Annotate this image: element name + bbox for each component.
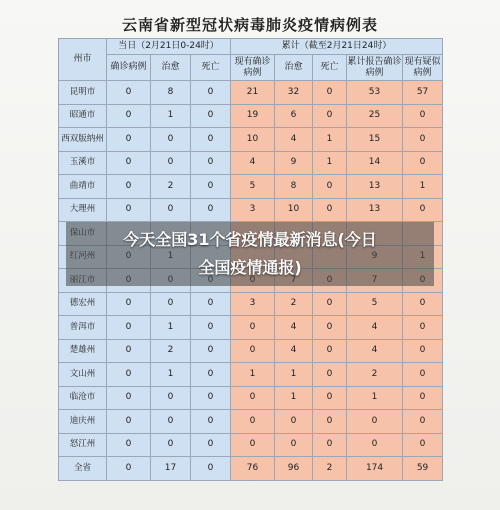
table-row	[59, 433, 443, 457]
row-cell: 0	[403, 363, 443, 387]
header-cum-suspected: 现有疑似病例	[403, 55, 443, 81]
row-cell: 96	[275, 457, 313, 481]
row-cell: 53	[347, 81, 403, 105]
table-row	[59, 128, 443, 152]
row-cell: 0	[313, 363, 347, 387]
row-cell: 0	[231, 386, 275, 410]
row-city: 昆明市	[59, 81, 107, 105]
row-cell: 0	[313, 410, 347, 434]
row-cell: 1	[313, 151, 347, 175]
row-cell: 21	[231, 81, 275, 105]
row-cell: 19	[231, 104, 275, 128]
row-cell: 0	[403, 292, 443, 316]
row-cell: 57	[403, 81, 443, 105]
row-cell: 0	[313, 339, 347, 363]
row-cell: 0	[313, 292, 347, 316]
row-cell: 0	[403, 198, 443, 222]
header-current-deaths: 死亡	[191, 55, 231, 81]
row-cell: 0	[151, 433, 191, 457]
header-cum-total: 累计报告确诊病例	[347, 55, 403, 81]
row-cell: 2	[347, 363, 403, 387]
row-cell: 0	[403, 128, 443, 152]
row-cell: 25	[347, 104, 403, 128]
row-city: 临沧市	[59, 386, 107, 410]
row-cell: 8	[275, 175, 313, 199]
row-cell: 0	[403, 339, 443, 363]
row-cell: 0	[107, 151, 151, 175]
row-cell: 4	[231, 151, 275, 175]
row-cell: 1	[403, 175, 443, 199]
row-city: 西双版纳州	[59, 128, 107, 152]
row-cell: 0	[191, 104, 231, 128]
row-cell: 0	[231, 433, 275, 457]
row-cell: 1	[275, 363, 313, 387]
row-cell: 5	[231, 175, 275, 199]
row-cell: 13	[347, 198, 403, 222]
row-cell: 0	[107, 457, 151, 481]
table-row	[59, 175, 443, 199]
row-cell: 0	[107, 339, 151, 363]
row-cell: 0	[151, 198, 191, 222]
row-city: 曲靖市	[59, 175, 107, 199]
row-cell: 17	[151, 457, 191, 481]
row-cell: 1	[231, 363, 275, 387]
table-row	[59, 151, 443, 175]
row-cell: 0	[191, 410, 231, 434]
row-cell: 0	[191, 151, 231, 175]
row-city: 玉溪市	[59, 151, 107, 175]
row-cell: 0	[191, 175, 231, 199]
row-cell: 32	[275, 81, 313, 105]
row-city: 德宏州	[59, 292, 107, 316]
row-cell: 0	[191, 433, 231, 457]
row-cell: 5	[347, 292, 403, 316]
row-cell: 0	[403, 433, 443, 457]
row-cell: 0	[313, 433, 347, 457]
row-cell: 6	[275, 104, 313, 128]
row-cell: 0	[191, 292, 231, 316]
table-row	[59, 81, 443, 105]
row-city: 昭通市	[59, 104, 107, 128]
row-cell: 0	[191, 316, 231, 340]
row-cell: 9	[275, 151, 313, 175]
table-row	[59, 386, 443, 410]
header-row-columns	[59, 55, 443, 81]
row-cell: 0	[403, 151, 443, 175]
row-cell: 0	[107, 198, 151, 222]
header-cum-existing: 现有确诊病例	[231, 55, 275, 81]
row-cell: 0	[313, 198, 347, 222]
news-banner-text	[66, 226, 434, 282]
row-cell: 1	[151, 363, 191, 387]
row-cell: 0	[191, 339, 231, 363]
row-cell: 13	[347, 175, 403, 199]
row-cell: 0	[191, 386, 231, 410]
row-cell: 4	[347, 339, 403, 363]
row-cell: 0	[347, 433, 403, 457]
table-row	[59, 339, 443, 363]
row-cell: 0	[231, 410, 275, 434]
row-city: 迪庆州	[59, 410, 107, 434]
header-current-cured: 治愈	[151, 55, 191, 81]
row-cell: 0	[403, 104, 443, 128]
row-city: 全省	[59, 457, 107, 481]
row-cell: 0	[107, 386, 151, 410]
row-cell: 0	[151, 410, 191, 434]
row-city: 普洱市	[59, 316, 107, 340]
row-cell: 10	[231, 128, 275, 152]
row-cell: 2	[313, 457, 347, 481]
row-cell: 1	[151, 104, 191, 128]
row-cell: 0	[403, 410, 443, 434]
row-city: 文山州	[59, 363, 107, 387]
row-cell: 0	[107, 128, 151, 152]
row-cell: 0	[191, 363, 231, 387]
header-current-confirmed: 确诊病例	[107, 55, 151, 81]
row-cell: 0	[403, 386, 443, 410]
header-cum-cured: 治愈	[275, 55, 313, 81]
row-cell: 1	[151, 316, 191, 340]
row-cell: 0	[191, 198, 231, 222]
row-cell: 0	[313, 81, 347, 105]
row-cell: 0	[313, 175, 347, 199]
table-row	[59, 316, 443, 340]
table-row	[59, 198, 443, 222]
row-cell: 0	[151, 151, 191, 175]
row-cell: 1	[347, 386, 403, 410]
row-cell: 14	[347, 151, 403, 175]
row-cell: 0	[151, 386, 191, 410]
row-cell: 3	[231, 198, 275, 222]
table-row	[59, 410, 443, 434]
row-cell: 0	[275, 433, 313, 457]
table-row	[59, 104, 443, 128]
row-cell: 0	[151, 128, 191, 152]
row-city: 怒江州	[59, 433, 107, 457]
row-cell: 2	[151, 175, 191, 199]
row-cell: 0	[151, 292, 191, 316]
row-cell: 0	[191, 128, 231, 152]
row-cell: 0	[231, 316, 275, 340]
row-cell: 4	[275, 316, 313, 340]
row-cell: 15	[347, 128, 403, 152]
header-city: 州市	[59, 39, 107, 81]
row-city: 大理州	[59, 198, 107, 222]
row-cell: 0	[313, 386, 347, 410]
row-cell: 0	[107, 104, 151, 128]
row-cell: 10	[275, 198, 313, 222]
row-cell: 8	[151, 81, 191, 105]
row-cell: 0	[231, 339, 275, 363]
row-cell: 3	[231, 292, 275, 316]
header-row-group	[59, 39, 443, 55]
table-row	[59, 363, 443, 387]
row-cell: 59	[403, 457, 443, 481]
row-cell: 0	[107, 363, 151, 387]
row-cell: 4	[275, 128, 313, 152]
row-cell: 1	[313, 128, 347, 152]
banner-line-1: 今天全国31个省疫情最新消息(今日	[123, 230, 377, 249]
table-row	[59, 292, 443, 316]
row-cell: 0	[275, 410, 313, 434]
row-cell: 0	[107, 410, 151, 434]
row-cell: 174	[347, 457, 403, 481]
row-cell: 0	[107, 292, 151, 316]
row-cell: 0	[191, 457, 231, 481]
row-cell: 2	[275, 292, 313, 316]
row-cell: 0	[347, 410, 403, 434]
row-cell: 0	[191, 81, 231, 105]
table-row	[59, 457, 443, 481]
row-cell: 2	[151, 339, 191, 363]
row-cell: 0	[107, 175, 151, 199]
row-cell: 4	[347, 316, 403, 340]
row-cell: 0	[107, 81, 151, 105]
header-cumulative-group: 累计（截至2月21日24时）	[231, 39, 443, 55]
table-title: 云南省新型冠状病毒肺炎疫情病例表	[121, 16, 378, 34]
row-cell: 0	[403, 316, 443, 340]
row-cell: 0	[313, 316, 347, 340]
header-current-group: 当日（2月21日0-24时）	[107, 39, 231, 55]
row-cell: 1	[275, 386, 313, 410]
row-cell: 0	[107, 433, 151, 457]
row-cell: 0	[107, 316, 151, 340]
banner-line-2: 全国疫情通报)	[198, 258, 302, 277]
row-city: 楚雄州	[59, 339, 107, 363]
row-cell: 4	[275, 339, 313, 363]
row-cell: 76	[231, 457, 275, 481]
row-cell: 0	[313, 104, 347, 128]
header-cum-deaths: 死亡	[313, 55, 347, 81]
